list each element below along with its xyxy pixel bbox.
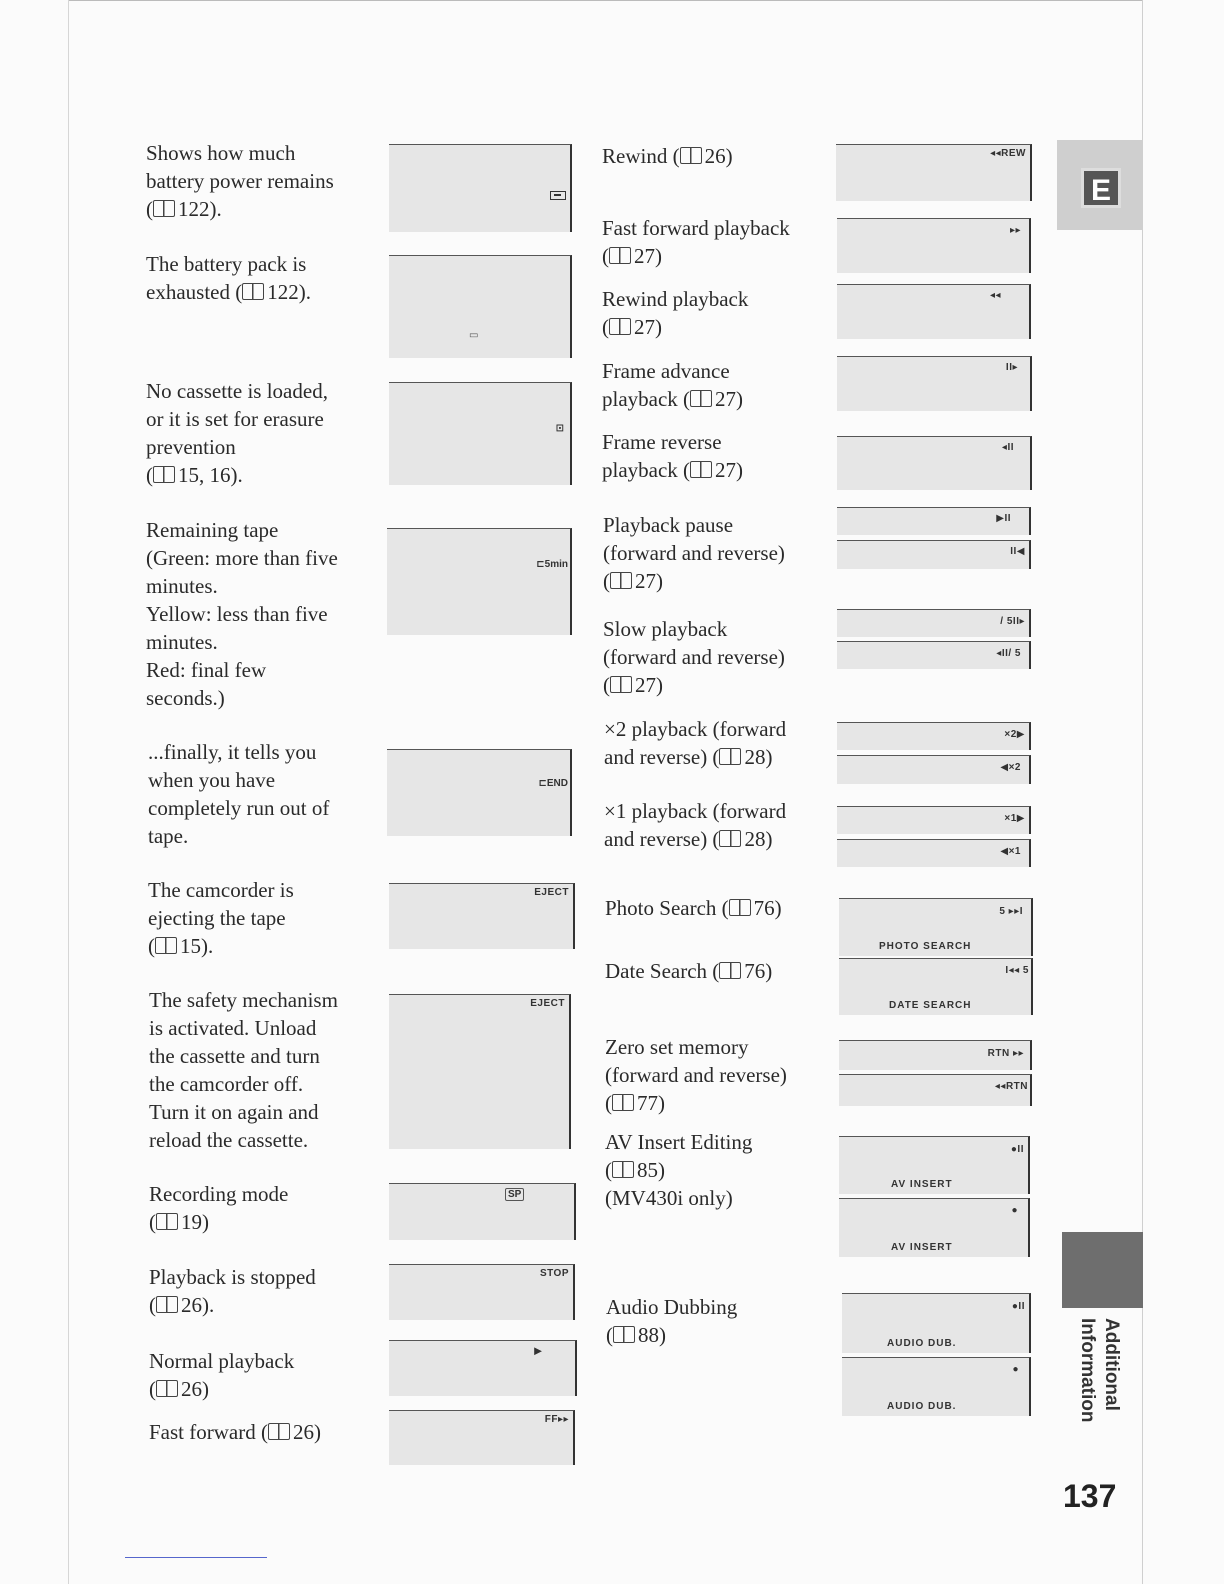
book-icon bbox=[242, 280, 267, 304]
normal-playback-display bbox=[389, 1340, 577, 1396]
slow-playback-description: Slow playback (forward and reverse) ( 27) bbox=[603, 617, 785, 697]
frame-advance-description: Frame advance playback ( 27) bbox=[602, 359, 744, 411]
battery-remaining-description: Shows how much battery power remains ( 122). bbox=[146, 141, 334, 221]
zero-set-memory-description: Zero set memory (forward and reverse) ( 77) bbox=[605, 1035, 787, 1115]
rtn-forward-indicator: RTN ▸▸ bbox=[987, 1048, 1024, 1059]
pause-forward-indicator: ▶II bbox=[996, 513, 1011, 524]
language-tab-e: E bbox=[1081, 168, 1121, 208]
frame-reverse-description: Frame reverse playback ( 27) bbox=[602, 430, 744, 482]
recording-mode-display bbox=[389, 1183, 576, 1240]
book-icon bbox=[612, 1158, 637, 1182]
date-search-caption: DATE SEARCH bbox=[889, 1000, 972, 1011]
ejecting-display bbox=[389, 883, 575, 949]
chapter-tab-label: Additional Information bbox=[1077, 1318, 1122, 1423]
battery-exhausted-description: The battery pack is exhausted ( 122). bbox=[146, 252, 311, 304]
page-number: 137 bbox=[1063, 1478, 1117, 1514]
rtn-reverse-indicator: ◂◂RTN bbox=[994, 1081, 1028, 1092]
slow-forward-indicator: / 5II▸ bbox=[1000, 616, 1025, 627]
record-icon: ● bbox=[1012, 1364, 1019, 1375]
rewind-playback-indicator: ◂◂ bbox=[989, 290, 1001, 301]
rewind-description: Rewind ( 26) bbox=[602, 144, 733, 168]
eject-indicator: EJECT bbox=[534, 887, 569, 898]
stop-indicator: STOP bbox=[539, 1268, 569, 1279]
playback-stopped-display bbox=[389, 1264, 575, 1320]
battery-remaining-display bbox=[389, 144, 572, 232]
book-icon bbox=[612, 1091, 637, 1115]
tape-end-display bbox=[387, 749, 572, 836]
audio-dub-caption: AUDIO DUB. bbox=[887, 1338, 957, 1349]
book-icon bbox=[719, 745, 744, 769]
battery-empty-icon: ▭ bbox=[469, 330, 479, 341]
x1-playback-description: ×1 playback (forward and reverse) ( 28) bbox=[604, 799, 787, 851]
x2-forward-indicator: ×2▶ bbox=[1004, 729, 1025, 740]
safety-mechanism-display bbox=[389, 994, 571, 1149]
x1-forward-display bbox=[837, 806, 1031, 834]
remaining-tape-description: Remaining tape (Green: more than five minutes. Yellow: less than five minutes. Red: final few seconds.) bbox=[146, 518, 338, 710]
play-icon: ► bbox=[531, 1343, 545, 1358]
book-icon bbox=[690, 458, 715, 482]
record-pause-icon: ●II bbox=[1011, 1301, 1025, 1312]
date-search-indicator: I◂◂ 5 bbox=[1005, 965, 1029, 976]
audio-dub-caption: AUDIO DUB. bbox=[887, 1401, 957, 1412]
av-insert-description: AV Insert Editing ( 85) (MV430i only) bbox=[605, 1130, 753, 1210]
x2-forward-display bbox=[837, 722, 1031, 750]
cassette-icon: ⊡ bbox=[555, 423, 564, 434]
ff-playback-indicator: ▸▸ bbox=[1009, 225, 1021, 236]
rewind-playback-description: Rewind playback ( 27) bbox=[602, 287, 749, 339]
rewind-playback-display bbox=[837, 284, 1031, 339]
date-search-description: Date Search ( 76) bbox=[605, 959, 773, 983]
book-icon bbox=[719, 827, 744, 851]
playback-stopped-description: Playback is stopped ( 26). bbox=[149, 1265, 316, 1317]
left-margin-rule bbox=[68, 0, 69, 1584]
remaining-tape-indicator: ⊏5min bbox=[536, 559, 568, 570]
av-insert-pause-display bbox=[839, 1136, 1030, 1194]
frame-reverse-indicator: ◂II bbox=[1001, 442, 1014, 453]
book-icon bbox=[609, 244, 634, 268]
book-icon bbox=[156, 1210, 181, 1234]
book-icon bbox=[680, 144, 705, 168]
battery-exhausted-display bbox=[389, 255, 572, 358]
book-icon bbox=[153, 197, 178, 221]
no-cassette-display bbox=[389, 382, 572, 485]
tape-end-description: ...finally, it tells you when you have completely run out of tape. bbox=[148, 740, 330, 848]
pause-reverse-display bbox=[837, 540, 1031, 569]
x2-playback-description: ×2 playback (forward and reverse) ( 28) bbox=[604, 717, 787, 769]
rewind-indicator: ◂◂REW bbox=[990, 148, 1026, 159]
audio-dub-pause-display bbox=[842, 1293, 1031, 1353]
book-icon bbox=[613, 1323, 638, 1347]
chapter-tab-block bbox=[1062, 1232, 1143, 1308]
audio-dub-record-display bbox=[842, 1357, 1031, 1416]
sp-mode-indicator: SP bbox=[505, 1188, 524, 1201]
eject-indicator: EJECT bbox=[530, 998, 565, 1009]
right-margin-rule bbox=[1142, 0, 1143, 1584]
rtn-reverse-display bbox=[839, 1074, 1032, 1106]
frame-advance-indicator: II▸ bbox=[1005, 362, 1018, 373]
book-icon bbox=[610, 673, 635, 697]
fast-forward-description: Fast forward ( 26) bbox=[149, 1420, 321, 1444]
date-search-display bbox=[839, 958, 1033, 1015]
slow-reverse-indicator: ◂II/ 5 bbox=[996, 648, 1021, 659]
x1-forward-indicator: ×1▶ bbox=[1004, 813, 1025, 824]
book-icon bbox=[690, 387, 715, 411]
slow-reverse-display bbox=[837, 641, 1031, 669]
remaining-tape-display bbox=[387, 528, 572, 635]
book-icon bbox=[156, 1293, 181, 1317]
fast-forward-indicator: FF▸▸ bbox=[544, 1414, 569, 1425]
record-icon: ● bbox=[1011, 1205, 1018, 1216]
photo-search-description: Photo Search ( 76) bbox=[605, 896, 782, 920]
av-insert-caption: AV INSERT bbox=[891, 1242, 953, 1253]
book-icon bbox=[729, 896, 754, 920]
pause-reverse-indicator: II◀ bbox=[1010, 546, 1025, 557]
rtn-forward-display bbox=[839, 1040, 1032, 1070]
record-pause-icon: ●II bbox=[1010, 1144, 1024, 1155]
top-rule bbox=[68, 0, 1143, 1]
book-icon bbox=[719, 959, 744, 983]
fast-forward-display bbox=[389, 1410, 575, 1465]
slow-forward-display bbox=[837, 609, 1031, 637]
battery-icon bbox=[550, 191, 566, 200]
frame-reverse-display bbox=[837, 436, 1032, 490]
normal-playback-description: Normal playback ( 26) bbox=[149, 1349, 295, 1401]
playback-pause-description: Playback pause (forward and reverse) ( 27) bbox=[603, 513, 785, 593]
book-icon bbox=[609, 315, 634, 339]
book-icon bbox=[610, 569, 635, 593]
x1-reverse-display bbox=[837, 839, 1031, 867]
tape-end-indicator: ⊏END bbox=[538, 778, 568, 789]
av-insert-caption: AV INSERT bbox=[891, 1179, 953, 1190]
book-icon bbox=[155, 934, 180, 958]
ff-playback-display bbox=[837, 218, 1031, 273]
no-cassette-description: No cassette is loaded, or it is set for erasure prevention ( 15, 16). bbox=[146, 379, 328, 487]
photo-search-display bbox=[839, 898, 1033, 956]
photo-search-indicator: 5 ▸▸I bbox=[999, 906, 1023, 917]
audio-dubbing-description: Audio Dubbing ( 88) bbox=[606, 1295, 738, 1347]
safety-mechanism-description: The safety mechanism is activated. Unload the cassette and turn the camcorder off. Turn it on again and reload the cassette. bbox=[149, 988, 338, 1152]
x1-reverse-indicator: ◀×1 bbox=[1000, 846, 1021, 857]
footnote-rule bbox=[125, 1557, 267, 1558]
ejecting-description: The camcorder is ejecting the tape ( 15). bbox=[148, 878, 294, 958]
rewind-display bbox=[836, 144, 1032, 201]
book-icon bbox=[153, 463, 178, 487]
recording-mode-description: Recording mode ( 19) bbox=[149, 1182, 289, 1234]
av-insert-record-display bbox=[839, 1198, 1030, 1257]
frame-advance-display bbox=[837, 356, 1032, 411]
pause-forward-display bbox=[837, 507, 1031, 535]
book-icon bbox=[268, 1420, 293, 1444]
book-icon bbox=[156, 1377, 181, 1401]
x2-reverse-indicator: ◀×2 bbox=[1000, 762, 1021, 773]
ff-playback-description: Fast forward playback ( 27) bbox=[602, 216, 790, 268]
photo-search-caption: PHOTO SEARCH bbox=[879, 941, 972, 952]
x2-reverse-display bbox=[837, 755, 1031, 784]
